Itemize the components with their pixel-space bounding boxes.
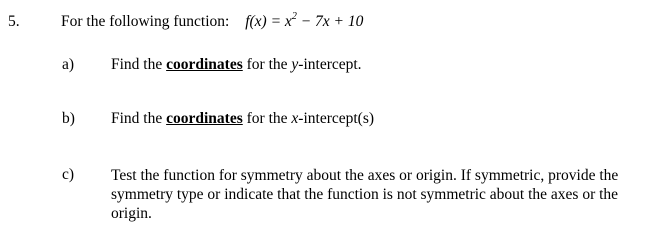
- part-c-text: Test the function for symmetry about the axes or origin. If symmetric, provide the symmetry type or indicate that the function is not symmetric about the axes or the origin.: [111, 167, 619, 222]
- question-prompt: [61, 13, 363, 31]
- part-b-before: Find the: [111, 110, 167, 127]
- part-a-before: Find the: [111, 56, 167, 73]
- function-expression: [245, 13, 363, 30]
- part-b-term: x: [291, 110, 299, 127]
- part-a-text: [111, 56, 362, 74]
- function-exponent: 2: [291, 11, 297, 22]
- part-a-term: y: [291, 56, 299, 73]
- part-a-emphasis: coordinates: [166, 56, 243, 73]
- part-b-middle: for the: [242, 110, 292, 127]
- question-number: 5.: [8, 13, 20, 30]
- part-b-emphasis: coordinates: [166, 110, 243, 127]
- function-lhs: f(x) = x: [245, 13, 292, 30]
- part-a-middle: for the: [242, 56, 292, 73]
- part-c-label: c): [62, 166, 75, 183]
- function-rhs: − 7x + 10: [296, 13, 364, 30]
- prompt-text: For the following function:: [61, 13, 230, 30]
- part-b-label: b): [62, 110, 75, 127]
- part-a-label: a): [62, 56, 75, 73]
- part-a-after: -intercept.: [298, 56, 362, 73]
- part-b-text: [111, 110, 374, 128]
- part-b-after: -intercept(s): [298, 110, 375, 127]
